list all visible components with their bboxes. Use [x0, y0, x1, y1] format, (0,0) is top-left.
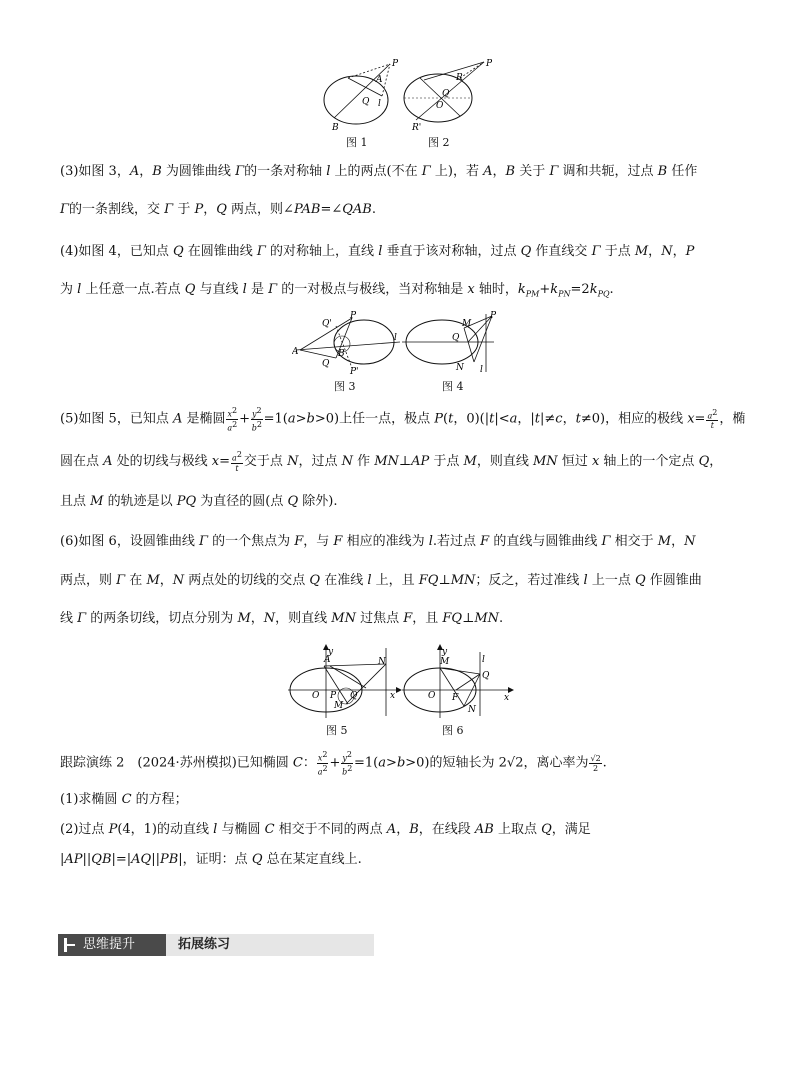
banner-right-label: 拓展练习	[178, 937, 231, 952]
figure-1	[318, 58, 408, 136]
banner-left	[58, 934, 166, 956]
para-5-line-3: 且点 M 的轨迹是以 PQ 为直径的圆(点 Q 除外).	[60, 494, 338, 509]
banner-left-label: 思维提升	[83, 937, 136, 952]
figure-5-caption: 图 5	[326, 724, 348, 737]
banner-tick-icon	[67, 944, 75, 946]
svg-text:M: M	[440, 657, 450, 667]
practice-2-q2-line-2: |AP||QB|=|AQ||PB|，证明：点 Q 总在某定直线上.	[60, 852, 362, 867]
section-banner	[58, 934, 374, 956]
svg-text:B: B	[332, 123, 339, 133]
svg-text:Q: Q	[322, 359, 330, 369]
svg-text:M: M	[334, 701, 344, 711]
figure-4-caption: 图 4	[442, 380, 464, 393]
svg-text:M: M	[462, 319, 472, 329]
svg-text:Q: Q	[482, 671, 490, 681]
figure-2	[400, 58, 500, 136]
svg-text:Q: Q	[442, 89, 450, 99]
svg-text:x: x	[390, 691, 396, 701]
figure-3	[292, 310, 404, 376]
svg-text:P: P	[490, 311, 497, 321]
svg-text:l: l	[378, 99, 381, 109]
svg-text:A: A	[292, 347, 299, 357]
para-4-line-1: (4)如图 4，已知点 Q 在圆锥曲线 Γ 的对称轴上，直线 l 垂直于该对称轴，过点 Q 作直线交 Γ 于点 M，N，P	[60, 244, 695, 259]
para-4-line-2: 为 l 上任意一点.若点 Q 与直线 l 是 Γ 的一对极点与极线，当对称轴是 x 轴时，$k_{PM}+k_{PN}=2k_{PQ}$.	[60, 282, 614, 299]
para-3-line-2: Γ的一条割线，交 Γ 于 P，Q 两点，则∠PAB=∠QAB.	[60, 202, 376, 217]
figure-5	[286, 644, 402, 720]
svg-text:P: P	[486, 59, 493, 69]
svg-text:l: l	[394, 333, 397, 343]
svg-text:y: y	[328, 647, 334, 657]
figure-6	[400, 644, 516, 720]
figure-3-caption: 图 3	[334, 380, 356, 393]
figure-1-caption: 图 1	[346, 136, 368, 149]
svg-text:N: N	[378, 657, 386, 667]
svg-text:P: P	[392, 59, 399, 69]
svg-text:R': R'	[412, 123, 422, 133]
svg-text:N: N	[468, 705, 476, 715]
svg-text:A: A	[324, 655, 331, 665]
practice-2-q2-line-1: (2)过点 P(4，1)的动直线 l 与椭圆 C 相交于不同的两点 A，B，在线段 AB 上取点 Q，满足	[60, 822, 591, 837]
practice-2-q1: (1)求椭圆 C 的方程；	[60, 792, 188, 807]
para-6-line-3: 线 Γ 的两条切线，切点分别为 M，N，则直线 MN 过焦点 F，且 FQ⊥MN.	[60, 611, 504, 626]
svg-text:F: F	[452, 693, 459, 703]
svg-text:Q: Q	[452, 333, 460, 343]
svg-text:A: A	[376, 75, 383, 85]
svg-text:O: O	[436, 101, 444, 111]
svg-text:y: y	[442, 647, 448, 657]
svg-text:P': P'	[350, 367, 359, 376]
svg-text:x: x	[504, 693, 510, 703]
para-5-line-1: (5)如图 5，已知点 A 是椭圆 $\frac{x^2}{a^2}$ + $\frac{y^2}{b^2}$ =1(a>b>0)上任一点，极点 P(t，0)(|t|<a，|t|≠c，t≠0)，相应的极线 x= $\frac{a^2}{t}$ ，椭	[60, 406, 746, 433]
figure-4	[402, 310, 512, 376]
para-3-line-1: (3)如图 3，A，B 为圆锥曲线 Γ的一条对称轴 l 上的两点(不在 Γ 上)，若 A，B 关于 Γ 调和共轭，过点 B 任作	[60, 164, 698, 179]
svg-text:l: l	[480, 365, 483, 375]
para-6-line-2: 两点，则 Γ 在 M，N 两点处的切线的交点 Q 在准线 l 上，且 FQ⊥MN；反之，若过准线 l 上一点 Q 作圆锥曲	[60, 573, 702, 588]
svg-text:O: O	[312, 691, 320, 701]
para-6-line-1: (6)如图 6，设圆锥曲线 Γ 的一个焦点为 F，与 F 相应的准线为 l.若过点 F 的直线与圆锥曲线 Γ 相交于 M，N	[60, 534, 696, 549]
svg-text:N: N	[456, 363, 464, 373]
svg-text:Q: Q	[362, 97, 370, 107]
svg-text:P: P	[330, 691, 337, 701]
svg-text:R: R	[456, 73, 463, 83]
para-5-line-2: 圆在点 A 处的切线与极线 x= $\frac{a^2}{t}$ 交于点 N，过点 N 作 MN⊥AP 于点 M，则直线 MN 恒过 x 轴上的一个定点 Q，	[60, 450, 723, 473]
svg-text:l: l	[482, 655, 485, 665]
svg-text:P: P	[350, 311, 357, 321]
svg-text:O: O	[428, 691, 436, 701]
figure-6-caption: 图 6	[442, 724, 464, 737]
svg-text:Q': Q'	[322, 319, 332, 329]
figure-2-caption: 图 2	[428, 136, 450, 149]
svg-text:Q: Q	[350, 691, 358, 701]
practice-2-line: 跟踪演练 2 (2024·苏州模拟)已知椭圆 C： $\frac{x^2}{a^2}$ + $\frac{y^2}{b^2}$ =1(a>b>0)的短轴长为 2√2，离心率为 $\frac{√2}{2}$ .	[60, 750, 607, 777]
svg-text:B: B	[338, 349, 345, 359]
